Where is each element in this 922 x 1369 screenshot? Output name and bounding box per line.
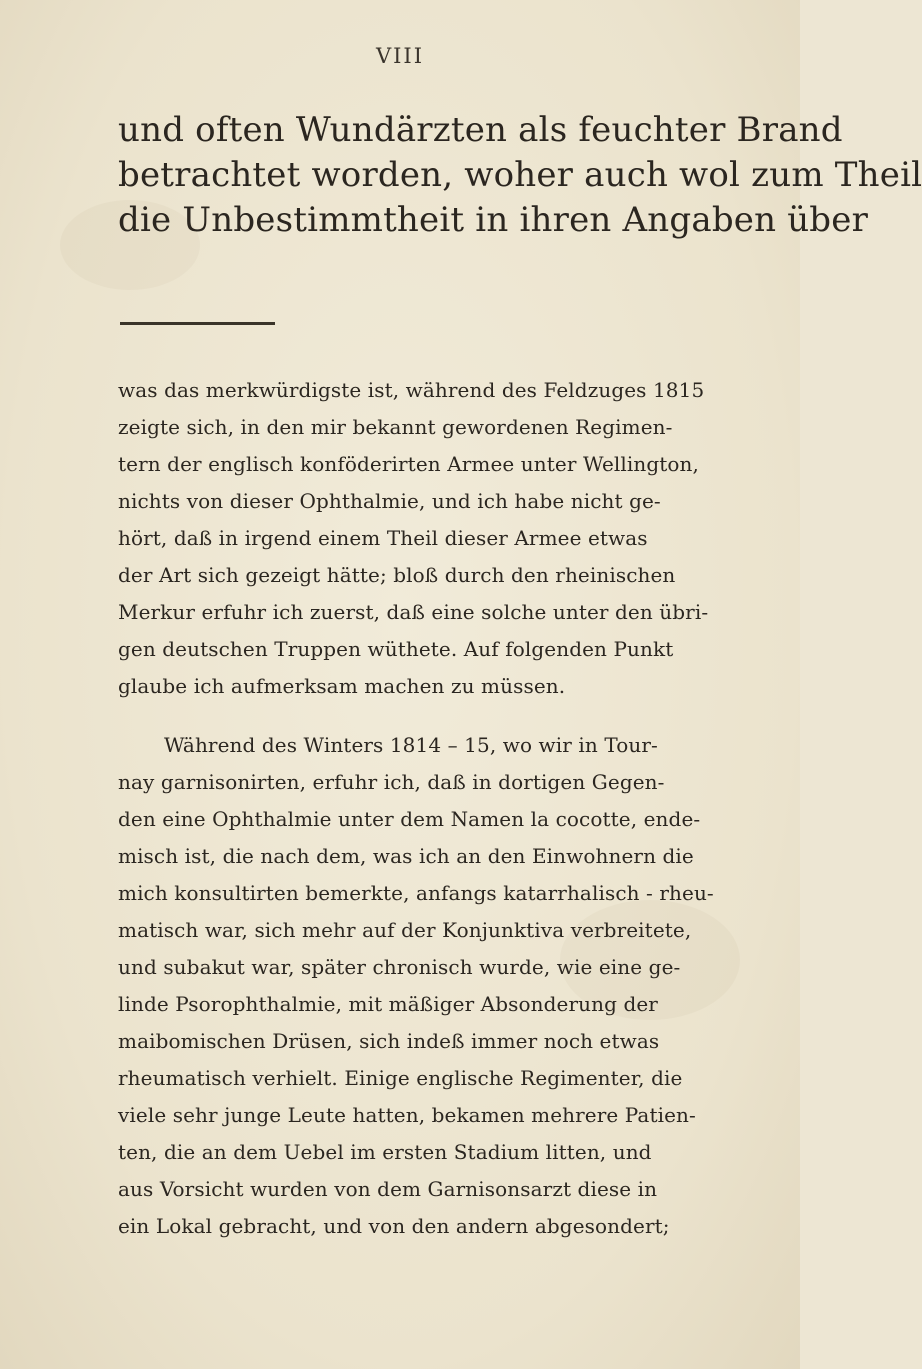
text-line: und subakut war, später chronisch wurde, wie eine ge- (118, 955, 681, 979)
paragraph-gap (118, 705, 708, 727)
text-line: hört, daß in irgend einem Theil dieser Armee etwas (118, 526, 648, 550)
text-line: misch ist, die nach dem, was ich an den Einwohnern die (118, 844, 694, 868)
text-line: mich konsultirten bemerkte, anfangs katarrhalisch - rheu- (118, 881, 714, 905)
text-line: und often Wundärzten als feuchter Brand (118, 110, 843, 150)
text-line: zeigte sich, in den mir bekannt gewordenen Regimen- (118, 415, 673, 439)
text-line: Während des Winters 1814 – 15, wo wir in Tour- (164, 733, 658, 757)
text-line: nay garnisonirten, erfuhr ich, daß in dortigen Gegen- (118, 770, 665, 794)
text-line: betrachtet worden, woher auch wol zum Theil (118, 155, 922, 195)
text-line: Merkur erfuhr ich zuerst, daß eine solche unter den übri- (118, 600, 709, 624)
text-line: viele sehr junge Leute hatten, bekamen mehrere Patien- (118, 1103, 696, 1127)
text-line: glaube ich aufmerksam machen zu müssen. (118, 674, 566, 698)
text-line: den eine Ophthalmie unter dem Namen la cocotte, ende- (118, 807, 701, 831)
text-line: gen deutschen Truppen wüthete. Auf folgenden Punkt (118, 637, 674, 661)
footnote-paragraph-1 (118, 372, 708, 705)
text-line: ten, die an dem Uebel im ersten Stadium litten, und (118, 1140, 652, 1164)
text-line: ein Lokal gebracht, und von den andern abgesondert; (118, 1214, 670, 1238)
text-line: maibomischen Drüsen, sich indeß immer noch etwas (118, 1029, 660, 1053)
text-line: nichts von dieser Ophthalmie, und ich habe nicht ge- (118, 489, 661, 513)
footnote-paragraph-2 (118, 727, 714, 1245)
page-number: VIII (375, 44, 425, 68)
text-line: die Unbestimmtheit in ihren Angaben über (118, 200, 869, 240)
text-line: rheumatisch verhielt. Einige englische Regimenter, die (118, 1066, 683, 1090)
text-line: matisch war, sich mehr auf der Konjunktiva verbreitete, (118, 918, 692, 942)
text-line: tern der englisch konföderirten Armee unter Wellington, (118, 452, 699, 476)
footnote (118, 372, 714, 1245)
text-line: linde Psorophthalmie, mit mäßiger Absonderung der (118, 992, 658, 1016)
text-line: aus Vorsicht wurden von dem Garnisonsarzt diese in (118, 1177, 658, 1201)
text-line: was das merkwürdigste ist, während des Feldzuges 1815 (118, 378, 705, 402)
carryover-text (118, 108, 922, 243)
footnote-separator-rule (120, 322, 275, 325)
text-line: der Art sich gezeigt hätte; bloß durch den rheinischen (118, 563, 676, 587)
